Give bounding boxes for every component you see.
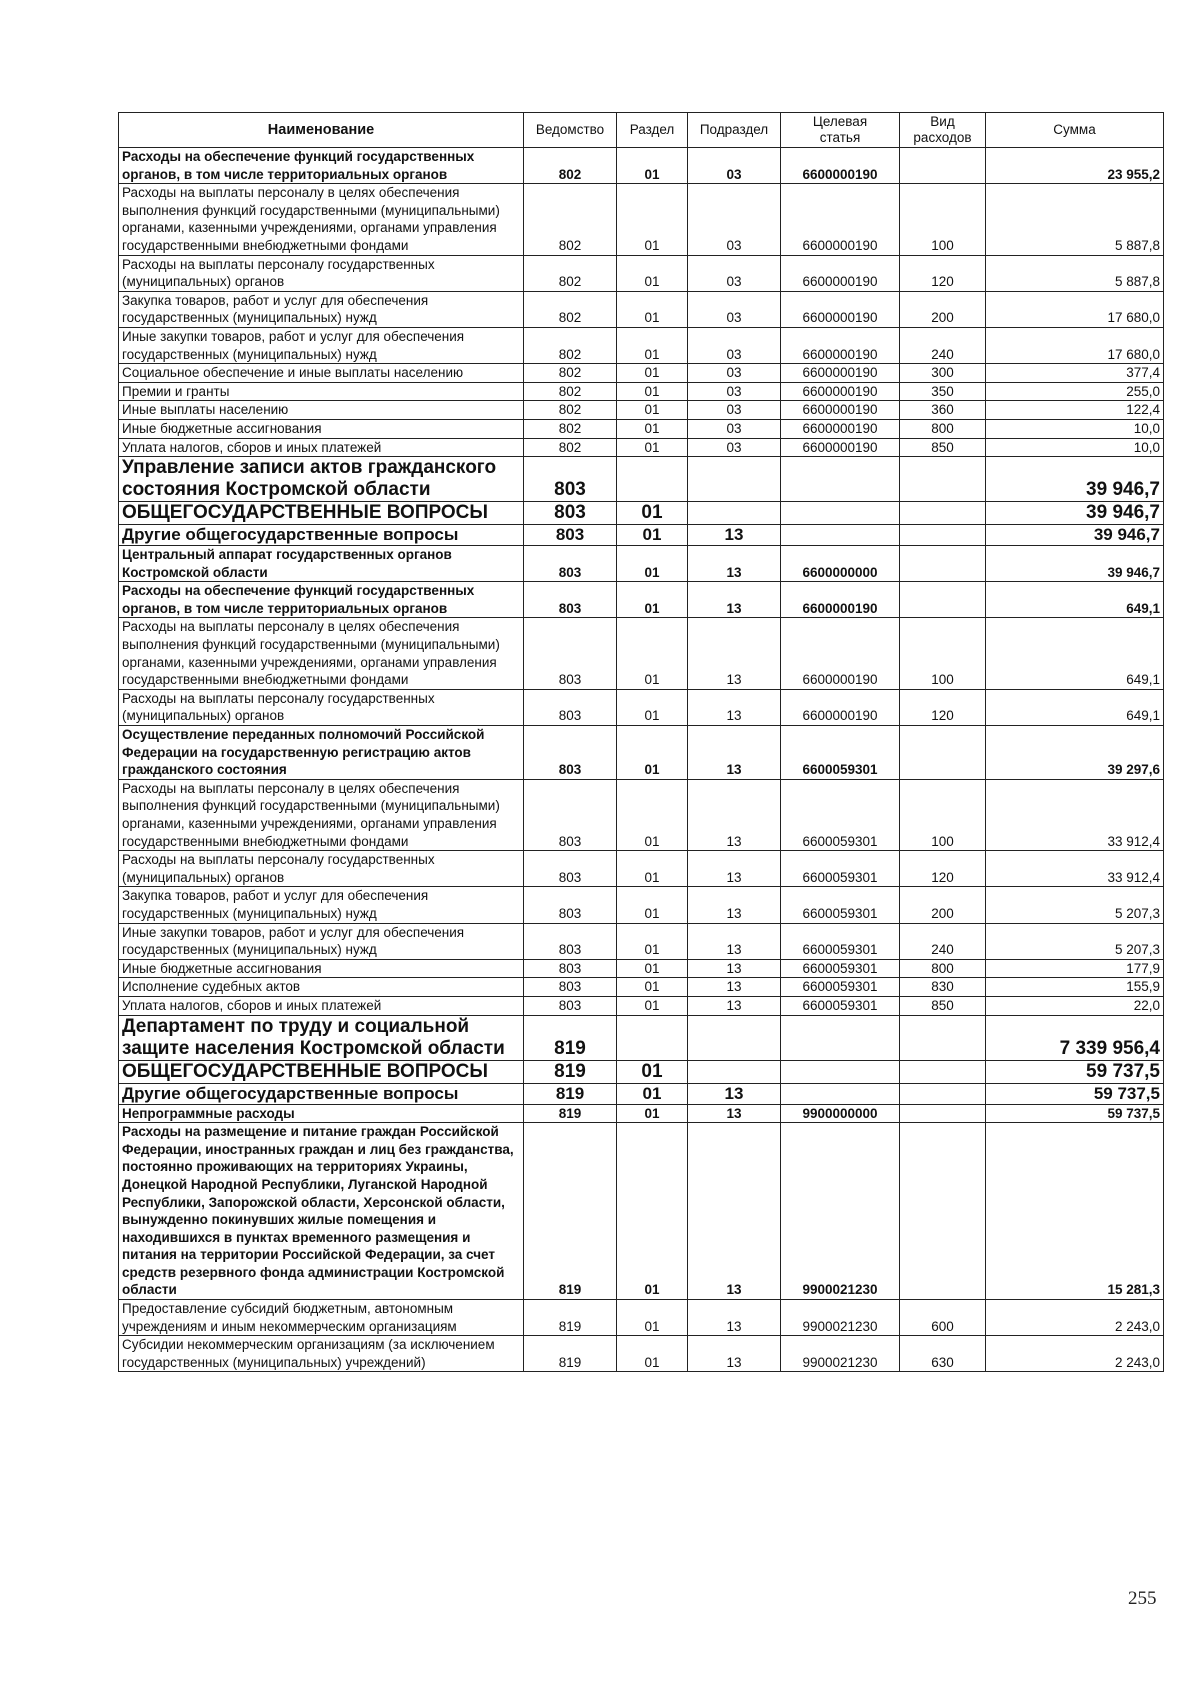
row-dept: 802 [524,291,617,327]
row-dept: 802 [524,255,617,291]
header-subsection: Подраздел [688,113,781,148]
row-name: Расходы на выплаты персоналу в целях обеспечения выполнения функций государственными (муниципальными) органами, казенными учреждениями, органами управления государственными внебюджетными фондами [119,779,524,850]
table-row [119,419,1164,438]
row-target: 6600000190 [781,364,900,383]
row-target: 6600059301 [781,923,900,959]
row-name: Другие общегосударственные вопросы [119,525,524,546]
row-sum: 5 887,8 [986,184,1164,255]
row-sum: 59 737,5 [986,1104,1164,1123]
header-sum: Сумма [986,113,1164,148]
row-subsection: 13 [688,1083,781,1104]
row-kind [900,525,986,546]
row-sum: 39 946,7 [986,546,1164,582]
row-section: 01 [617,923,688,959]
row-subsection: 13 [688,546,781,582]
row-dept: 803 [524,502,617,525]
row-section [617,1015,688,1060]
row-target: 6600000190 [781,582,900,618]
row-section: 01 [617,1060,688,1083]
row-kind: 350 [900,382,986,401]
row-kind [900,582,986,618]
table-row [119,923,1164,959]
row-kind [900,726,986,780]
row-name: Другие общегосударственные вопросы [119,1083,524,1104]
table-row [119,851,1164,887]
row-section: 01 [617,148,688,184]
row-sum: 177,9 [986,959,1164,978]
table-row [119,996,1164,1015]
row-subsection: 03 [688,291,781,327]
table-row [119,382,1164,401]
row-kind: 800 [900,419,986,438]
row-target [781,457,900,502]
row-dept: 803 [524,457,617,502]
row-dept: 803 [524,923,617,959]
table-row [119,255,1164,291]
row-target: 6600000190 [781,184,900,255]
row-target [781,525,900,546]
table-row [119,1083,1164,1104]
row-dept: 819 [524,1300,617,1336]
row-target: 6600000190 [781,255,900,291]
row-dept: 802 [524,148,617,184]
row-target: 6600000190 [781,438,900,457]
table-row [119,887,1164,923]
row-section: 01 [617,364,688,383]
row-dept: 803 [524,996,617,1015]
row-sum: 59 737,5 [986,1083,1164,1104]
row-sum: 155,9 [986,978,1164,997]
row-section: 01 [617,1083,688,1104]
row-section: 01 [617,582,688,618]
row-sum: 255,0 [986,382,1164,401]
row-dept: 802 [524,401,617,420]
row-subsection: 13 [688,887,781,923]
row-target: 6600059301 [781,726,900,780]
row-dept: 803 [524,851,617,887]
row-sum: 2 243,0 [986,1300,1164,1336]
table-row [119,525,1164,546]
row-section: 01 [617,978,688,997]
row-kind [900,1123,986,1300]
row-sum: 33 912,4 [986,851,1164,887]
row-name: Закупка товаров, работ и услуг для обеспечения государственных (муниципальных) нужд [119,291,524,327]
row-subsection: 03 [688,401,781,420]
row-dept: 803 [524,525,617,546]
row-section: 01 [617,996,688,1015]
row-section: 01 [617,618,688,689]
row-dept: 802 [524,364,617,383]
row-subsection: 13 [688,582,781,618]
row-target: 6600000190 [781,327,900,363]
header-kind-line2: расходов [913,130,972,145]
table-row [119,978,1164,997]
header-target-line2: статья [819,130,861,145]
row-subsection: 13 [688,618,781,689]
table-row [119,1123,1164,1300]
row-target: 6600059301 [781,851,900,887]
row-kind: 200 [900,291,986,327]
row-dept: 802 [524,419,617,438]
table-row [119,364,1164,383]
table-row [119,726,1164,780]
row-kind [900,1015,986,1060]
row-target: 6600000190 [781,689,900,725]
header-kind [900,113,986,148]
row-subsection: 13 [688,978,781,997]
header-kind-line1: Вид [930,114,955,129]
row-sum: 5 887,8 [986,255,1164,291]
row-subsection: 13 [688,1123,781,1300]
row-target [781,502,900,525]
row-dept: 819 [524,1336,617,1372]
row-subsection: 13 [688,923,781,959]
row-subsection: 13 [688,525,781,546]
row-sum: 2 243,0 [986,1336,1164,1372]
row-target: 6600000000 [781,546,900,582]
row-name: Расходы на выплаты персоналу государственных (муниципальных) органов [119,689,524,725]
row-kind: 600 [900,1300,986,1336]
row-section: 01 [617,438,688,457]
row-kind: 850 [900,996,986,1015]
row-section: 01 [617,726,688,780]
row-dept: 802 [524,438,617,457]
page-number: 255 [1128,1588,1157,1609]
row-sum: 377,4 [986,364,1164,383]
table-row [119,291,1164,327]
row-sum: 7 339 956,4 [986,1015,1164,1060]
row-name: Иные закупки товаров, работ и услуг для обеспечения государственных (муниципальных) нужд [119,327,524,363]
row-name: Непрограммные расходы [119,1104,524,1123]
row-section: 01 [617,1123,688,1300]
row-subsection: 13 [688,959,781,978]
row-kind [900,1060,986,1083]
row-dept: 803 [524,618,617,689]
table-header-row [119,113,1164,148]
table-row [119,502,1164,525]
row-kind: 100 [900,779,986,850]
table-row [119,438,1164,457]
row-target: 6600059301 [781,779,900,850]
row-dept: 803 [524,959,617,978]
row-subsection [688,1015,781,1060]
row-target: 6600000190 [781,148,900,184]
row-kind [900,1104,986,1123]
table-row [119,779,1164,850]
row-target: 6600000190 [781,291,900,327]
row-dept: 803 [524,582,617,618]
row-subsection: 03 [688,327,781,363]
table-row [119,618,1164,689]
row-sum: 17 680,0 [986,291,1164,327]
row-section: 01 [617,546,688,582]
row-subsection: 13 [688,779,781,850]
row-name: Уплата налогов, сборов и иных платежей [119,438,524,457]
row-kind: 850 [900,438,986,457]
row-subsection: 03 [688,419,781,438]
row-subsection [688,502,781,525]
row-kind: 100 [900,184,986,255]
row-target: 6600059301 [781,959,900,978]
table-row [119,1104,1164,1123]
row-kind: 240 [900,923,986,959]
row-subsection: 13 [688,1104,781,1123]
row-subsection [688,457,781,502]
row-dept: 803 [524,546,617,582]
row-section: 01 [617,382,688,401]
row-section: 01 [617,419,688,438]
table-row [119,184,1164,255]
budget-page [118,112,1163,1372]
row-subsection: 13 [688,1336,781,1372]
row-sum: 649,1 [986,582,1164,618]
row-target [781,1015,900,1060]
row-kind: 120 [900,851,986,887]
row-subsection: 03 [688,148,781,184]
row-sum: 17 680,0 [986,327,1164,363]
row-sum: 22,0 [986,996,1164,1015]
header-target [781,113,900,148]
row-sum: 39 946,7 [986,525,1164,546]
row-sum: 15 281,3 [986,1123,1164,1300]
table-row [119,1060,1164,1083]
row-section: 01 [617,327,688,363]
row-section: 01 [617,779,688,850]
row-kind: 100 [900,618,986,689]
table-row [119,401,1164,420]
row-kind: 830 [900,978,986,997]
row-target: 6600000190 [781,401,900,420]
row-dept: 819 [524,1123,617,1300]
row-sum: 39 946,7 [986,502,1164,525]
row-kind: 360 [900,401,986,420]
row-section: 01 [617,525,688,546]
row-section: 01 [617,255,688,291]
row-kind: 240 [900,327,986,363]
table-row [119,327,1164,363]
row-subsection: 13 [688,1300,781,1336]
row-sum: 649,1 [986,689,1164,725]
row-dept: 802 [524,327,617,363]
row-name: Управление записи актов гражданского состояния Костромской области [119,457,524,502]
row-section: 01 [617,502,688,525]
table-row [119,148,1164,184]
row-dept: 819 [524,1015,617,1060]
row-name: Расходы на выплаты персоналу в целях обеспечения выполнения функций государственными (муниципальными) органами, казенными учреждениями, органами управления государственными внебюджетными фондами [119,184,524,255]
row-target: 6600000190 [781,618,900,689]
row-kind: 120 [900,255,986,291]
row-target: 9900021230 [781,1123,900,1300]
row-section: 01 [617,1300,688,1336]
row-name: Иные закупки товаров, работ и услуг для обеспечения государственных (муниципальных) нужд [119,923,524,959]
row-section: 01 [617,689,688,725]
row-name: ОБЩЕГОСУДАРСТВЕННЫЕ ВОПРОСЫ [119,502,524,525]
row-target: 6600000190 [781,419,900,438]
row-kind [900,1083,986,1104]
row-section: 01 [617,1104,688,1123]
row-name: Расходы на выплаты персоналу государственных (муниципальных) органов [119,255,524,291]
table-row [119,582,1164,618]
row-dept: 803 [524,978,617,997]
row-kind: 120 [900,689,986,725]
row-sum: 5 207,3 [986,923,1164,959]
row-dept: 802 [524,184,617,255]
row-kind: 300 [900,364,986,383]
row-sum: 59 737,5 [986,1060,1164,1083]
row-section [617,457,688,502]
row-target: 6600000190 [781,382,900,401]
row-target: 6600059301 [781,978,900,997]
row-target [781,1060,900,1083]
row-sum: 122,4 [986,401,1164,420]
row-kind: 200 [900,887,986,923]
row-name: Департамент по труду и социальной защите населения Костромской области [119,1015,524,1060]
row-name: Исполнение судебных актов [119,978,524,997]
row-subsection: 13 [688,726,781,780]
row-name: Иные бюджетные ассигнования [119,419,524,438]
row-subsection: 03 [688,364,781,383]
row-section: 01 [617,851,688,887]
row-dept: 803 [524,887,617,923]
row-sum: 39 297,6 [986,726,1164,780]
row-dept: 803 [524,689,617,725]
row-name: Уплата налогов, сборов и иных платежей [119,996,524,1015]
row-target: 9900021230 [781,1300,900,1336]
row-kind: 630 [900,1336,986,1372]
row-subsection: 13 [688,996,781,1015]
row-section: 01 [617,184,688,255]
row-name: Закупка товаров, работ и услуг для обеспечения государственных (муниципальных) нужд [119,887,524,923]
row-sum: 649,1 [986,618,1164,689]
row-target: 6600059301 [781,996,900,1015]
row-section: 01 [617,959,688,978]
row-dept: 819 [524,1104,617,1123]
row-dept: 802 [524,382,617,401]
row-name: Субсидии некоммерческим организациям (за исключением государственных (муниципальных) учреждений) [119,1336,524,1372]
header-name: Наименование [119,113,524,148]
row-section: 01 [617,887,688,923]
table-row [119,959,1164,978]
row-name: Расходы на размещение и питание граждан Российской Федерации, иностранных граждан и лиц без гражданства, постоянно проживающих на территориях Украины, Донецкой Народной Республики, Луганской Народной Республики, Запорожской области, Херсонской области, вынужденно покинувших жилые помещения и находившихся в пунктах временного размещения и питания на территории Российской Федерации, за счет средств резервного фонда администрации Костромской области [119,1123,524,1300]
row-name: Расходы на выплаты персоналу в целях обеспечения выполнения функций государственными (муниципальными) органами, казенными учреждениями, органами управления государственными внебюджетными фондами [119,618,524,689]
row-sum: 39 946,7 [986,457,1164,502]
row-subsection [688,1060,781,1083]
table-row [119,457,1164,502]
row-name: Расходы на обеспечение функций государственных органов, в том числе территориальных органов [119,148,524,184]
header-dept: Ведомство [524,113,617,148]
row-sum: 33 912,4 [986,779,1164,850]
row-subsection: 13 [688,851,781,887]
row-subsection: 03 [688,255,781,291]
row-subsection: 03 [688,184,781,255]
row-name: Расходы на обеспечение функций государственных органов, в том числе территориальных органов [119,582,524,618]
row-subsection: 13 [688,689,781,725]
row-sum: 5 207,3 [986,887,1164,923]
row-sum: 10,0 [986,438,1164,457]
row-name: Иные бюджетные ассигнования [119,959,524,978]
table-row [119,1336,1164,1372]
row-target [781,1083,900,1104]
row-dept: 803 [524,726,617,780]
row-name: Предоставление субсидий бюджетным, автономным учреждениям и иным некоммерческим организациям [119,1300,524,1336]
row-section: 01 [617,1336,688,1372]
table-row [119,546,1164,582]
row-subsection: 03 [688,438,781,457]
header-section: Раздел [617,113,688,148]
header-target-line1: Целевая [812,114,868,129]
table-row [119,1300,1164,1336]
row-sum: 23 955,2 [986,148,1164,184]
budget-table [118,112,1164,1372]
table-row [119,689,1164,725]
row-kind [900,148,986,184]
row-name: ОБЩЕГОСУДАРСТВЕННЫЕ ВОПРОСЫ [119,1060,524,1083]
row-kind: 800 [900,959,986,978]
row-sum: 10,0 [986,419,1164,438]
row-kind [900,502,986,525]
row-kind [900,457,986,502]
row-section: 01 [617,401,688,420]
row-kind [900,546,986,582]
row-name: Социальное обеспечение и иные выплаты населению [119,364,524,383]
row-subsection: 03 [688,382,781,401]
row-dept: 803 [524,779,617,850]
row-target: 6600059301 [781,887,900,923]
row-name: Расходы на выплаты персоналу государственных (муниципальных) органов [119,851,524,887]
table-row [119,1015,1164,1060]
row-dept: 819 [524,1083,617,1104]
row-dept: 819 [524,1060,617,1083]
row-name: Осуществление переданных полномочий Российской Федерации на государственную регистрацию актов гражданского состояния [119,726,524,780]
row-target: 9900021230 [781,1336,900,1372]
row-name: Центральный аппарат государственных органов Костромской области [119,546,524,582]
row-name: Премии и гранты [119,382,524,401]
row-section: 01 [617,291,688,327]
row-name: Иные выплаты населению [119,401,524,420]
row-target: 9900000000 [781,1104,900,1123]
